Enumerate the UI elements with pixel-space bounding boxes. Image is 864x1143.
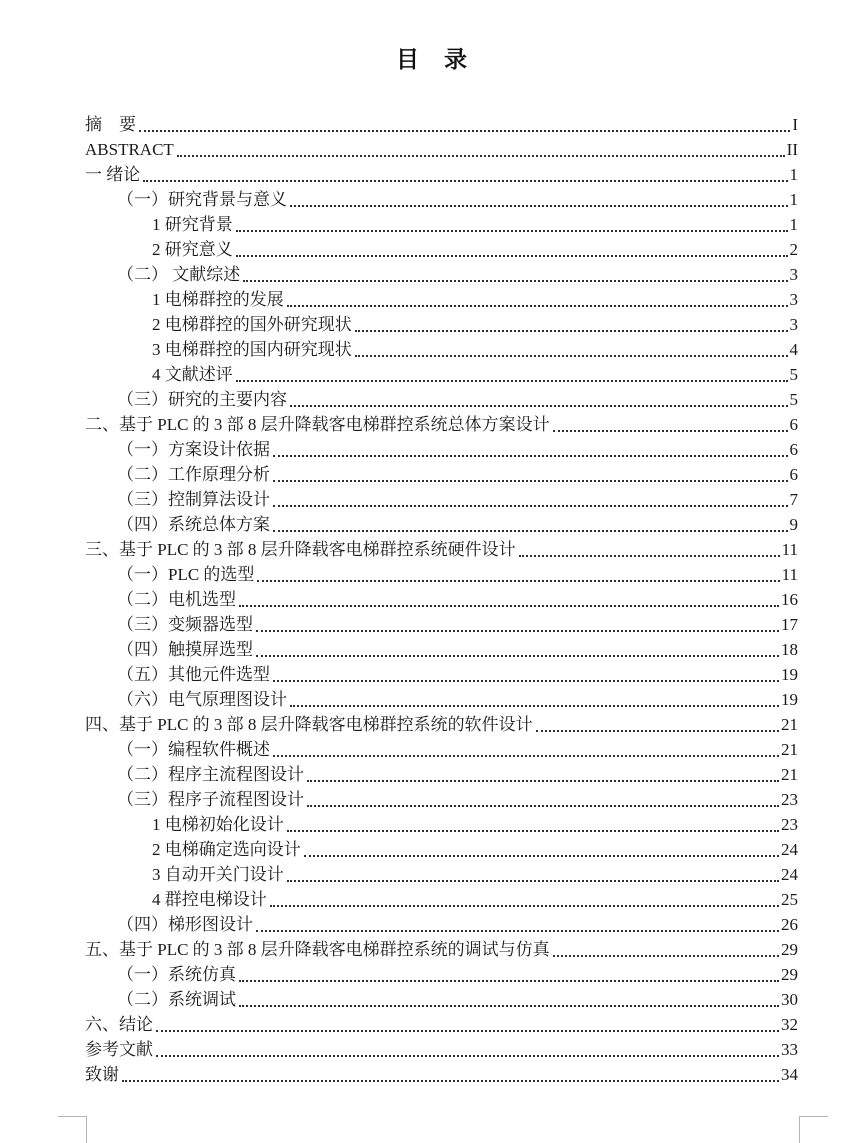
toc-entry-text: （六）电气原理图设计 [117, 690, 287, 709]
toc-entry[interactable] [85, 537, 798, 562]
toc-entry[interactable] [85, 312, 798, 337]
toc-page-number: 7 [789, 490, 798, 509]
toc-page-number: 3 [789, 265, 798, 284]
toc-leader-dots [273, 755, 779, 757]
toc-page-number: 1 [789, 165, 798, 184]
toc-leader-dots [273, 480, 788, 482]
toc-entry[interactable] [85, 112, 798, 137]
toc-entry[interactable] [85, 1037, 798, 1062]
toc-leader-dots [236, 255, 788, 257]
toc-page-number: 17 [781, 615, 798, 634]
toc-page-number: 19 [781, 690, 798, 709]
page-title: 目 录 [396, 47, 468, 72]
toc-page-number: 6 [789, 440, 798, 459]
toc-entry[interactable] [85, 487, 798, 512]
toc-page-number: 21 [781, 765, 798, 784]
toc-entry[interactable] [85, 337, 798, 362]
toc-entry-text: 致谢 [85, 1065, 119, 1084]
toc-entry-text: 3 电梯群控的国内研究现状 [152, 340, 352, 359]
toc-entry[interactable] [85, 1012, 798, 1037]
toc-entry-text: ABSTRACT [85, 140, 174, 159]
toc-entry[interactable] [85, 587, 798, 612]
toc-entry-text: 四、基于 PLC 的 3 部 8 层升降载客电梯群控系统的软件设计 [85, 715, 533, 734]
toc-entry-text: （三）研究的主要内容 [117, 390, 287, 409]
toc-entry[interactable] [85, 937, 798, 962]
text-boundary-mark-bottom-right [799, 1116, 828, 1143]
toc-page-number: 6 [789, 415, 798, 434]
toc-entry-text: 4 群控电梯设计 [152, 890, 267, 909]
toc-page-number: 23 [781, 815, 798, 834]
toc-leader-dots [243, 280, 787, 282]
toc-entry[interactable] [85, 737, 798, 762]
toc-entry-text: 1 电梯群控的发展 [152, 290, 284, 309]
toc-page-number: 26 [781, 915, 798, 934]
toc-leader-dots [536, 730, 779, 732]
toc-leader-dots [273, 530, 788, 532]
toc-leader-dots [256, 655, 779, 657]
toc-leader-dots [287, 305, 788, 307]
toc-leader-dots [239, 980, 779, 982]
toc-page-number: 3 [789, 315, 798, 334]
toc-page-number: 5 [789, 365, 798, 384]
toc-entry-text: 2 电梯确定选向设计 [152, 840, 301, 859]
toc-entry[interactable] [85, 912, 798, 937]
toc-leader-dots [307, 780, 779, 782]
toc-entry-text: 2 研究意义 [152, 240, 233, 259]
toc-leader-dots [355, 330, 788, 332]
toc-leader-dots [304, 855, 779, 857]
toc-leader-dots [287, 880, 779, 882]
toc-page-number: I [792, 115, 798, 134]
toc-entry[interactable] [85, 437, 798, 462]
toc-leader-dots [273, 455, 788, 457]
toc-page-number: 24 [781, 840, 798, 859]
toc-page-number: 5 [789, 390, 798, 409]
toc-leader-dots [273, 505, 788, 507]
toc-entry-text: 参考文献 [85, 1040, 153, 1059]
toc-entry-text: （一）系统仿真 [117, 965, 236, 984]
toc-page-number: II [786, 140, 798, 159]
toc-entry[interactable] [85, 712, 798, 737]
toc-leader-dots [156, 1055, 779, 1057]
toc-page-number: 4 [789, 340, 798, 359]
toc-entry[interactable] [85, 812, 798, 837]
toc-leader-dots [156, 1030, 779, 1032]
toc-page-number: 23 [781, 790, 798, 809]
toc-entry[interactable] [85, 612, 798, 637]
toc-entry-text: （三）程序子流程图设计 [117, 790, 304, 809]
toc-page-number: 3 [789, 290, 798, 309]
toc-entry-text: （一）PLC 的选型 [117, 565, 255, 584]
toc-entry[interactable] [85, 687, 798, 712]
toc-entry-text: （二）工作原理分析 [117, 465, 270, 484]
toc-page-number: 1 [789, 215, 798, 234]
toc-entry-text: 五、基于 PLC 的 3 部 8 层升降载客电梯群控系统的调试与仿真 [85, 940, 550, 959]
toc-page-number: 6 [789, 465, 798, 484]
toc-entry-text: 4 文献述评 [152, 365, 233, 384]
toc-entry[interactable] [85, 212, 798, 237]
toc-page-number: 18 [781, 640, 798, 659]
toc-entry-text: （四）梯形图设计 [117, 915, 253, 934]
toc-entry-text: （三）变频器选型 [117, 615, 253, 634]
toc-entry[interactable] [85, 562, 798, 587]
toc-entry[interactable] [85, 462, 798, 487]
toc-entry-text: （一）方案设计依据 [117, 440, 270, 459]
toc-page-number: 2 [789, 240, 798, 259]
text-boundary-mark-bottom-left [58, 1116, 87, 1143]
toc-entry-text: 摘 要 [85, 115, 136, 134]
toc-entry-text: （一）研究背景与意义 [117, 190, 287, 209]
toc-entry[interactable] [85, 287, 798, 312]
toc-leader-dots [553, 955, 779, 957]
toc-entry-text: 1 研究背景 [152, 215, 233, 234]
toc-entry-text: （四）触摸屏选型 [117, 640, 253, 659]
toc-page-number: 16 [781, 590, 798, 609]
toc-leader-dots [239, 605, 779, 607]
toc-page-number: 30 [781, 990, 798, 1009]
toc-leader-dots [177, 155, 785, 157]
toc-entry-text: 1 电梯初始化设计 [152, 815, 284, 834]
toc-entry[interactable] [85, 262, 798, 287]
toc-entry[interactable] [85, 762, 798, 787]
toc-leader-dots [290, 705, 779, 707]
toc-page-number: 9 [789, 515, 798, 534]
toc-leader-dots [290, 205, 788, 207]
toc-page-number: 11 [781, 540, 798, 559]
toc-entry-text: 三、基于 PLC 的 3 部 8 层升降载客电梯群控系统硬件设计 [85, 540, 516, 559]
toc-page-number: 19 [781, 665, 798, 684]
toc-entry-text: 3 自动开关门设计 [152, 865, 284, 884]
toc-entry-text: 六、结论 [85, 1015, 153, 1034]
toc-leader-dots [236, 230, 788, 232]
toc-leader-dots [270, 905, 779, 907]
toc-leader-dots [290, 405, 788, 407]
toc-entry[interactable] [85, 962, 798, 987]
toc-page-number: 34 [781, 1065, 798, 1084]
toc-entry[interactable] [85, 862, 798, 887]
toc-page-number: 29 [781, 965, 798, 984]
toc-entry[interactable] [85, 512, 798, 537]
toc-entry-text: （五）其他元件选型 [117, 665, 270, 684]
toc-leader-dots [122, 1080, 779, 1082]
toc-leader-dots [256, 930, 779, 932]
toc-page-number: 11 [781, 565, 798, 584]
toc-leader-dots [273, 680, 779, 682]
table-of-contents [85, 112, 798, 1087]
toc-leader-dots [139, 130, 790, 132]
toc-entry[interactable] [85, 887, 798, 912]
toc-page-number: 21 [781, 715, 798, 734]
toc-entry-text: （一）编程软件概述 [117, 740, 270, 759]
toc-entry-text: （二）电机选型 [117, 590, 236, 609]
toc-leader-dots [143, 180, 787, 182]
toc-entry[interactable] [85, 1062, 798, 1087]
toc-leader-dots [519, 555, 780, 557]
toc-leader-dots [355, 355, 788, 357]
toc-entry-text: （四）系统总体方案 [117, 515, 270, 534]
toc-entry[interactable] [85, 837, 798, 862]
toc-entry-text: 一 绪论 [85, 165, 141, 184]
toc-entry[interactable] [85, 412, 798, 437]
toc-entry[interactable] [85, 387, 798, 412]
toc-page-number: 32 [781, 1015, 798, 1034]
toc-entry[interactable] [85, 787, 798, 812]
toc-leader-dots [287, 830, 779, 832]
toc-page-number: 1 [789, 190, 798, 209]
toc-entry[interactable] [85, 637, 798, 662]
toc-entry-text: （二） 文献综述 [117, 265, 241, 284]
toc-entry[interactable] [85, 362, 798, 387]
toc-page-number: 33 [781, 1040, 798, 1059]
toc-leader-dots [257, 580, 779, 582]
toc-entry-text: （二）程序主流程图设计 [117, 765, 304, 784]
toc-page-number: 29 [781, 940, 798, 959]
toc-entry[interactable] [85, 162, 798, 187]
toc-entry[interactable] [85, 137, 798, 162]
toc-entry-text: （二）系统调试 [117, 990, 236, 1009]
toc-leader-dots [239, 1005, 779, 1007]
toc-entry[interactable] [85, 662, 798, 687]
toc-leader-dots [307, 805, 779, 807]
toc-entry-text: 二、基于 PLC 的 3 部 8 层升降载客电梯群控系统总体方案设计 [85, 415, 550, 434]
toc-entry-text: （三）控制算法设计 [117, 490, 270, 509]
toc-entry-text: 2 电梯群控的国外研究现状 [152, 315, 352, 334]
toc-page-number: 24 [781, 865, 798, 884]
toc-leader-dots [553, 430, 788, 432]
toc-entry[interactable] [85, 987, 798, 1012]
toc-leader-dots [236, 380, 788, 382]
toc-leader-dots [256, 630, 779, 632]
toc-page-number: 21 [781, 740, 798, 759]
toc-entry[interactable] [85, 237, 798, 262]
toc-entry[interactable] [85, 187, 798, 212]
toc-page-number: 25 [781, 890, 798, 909]
